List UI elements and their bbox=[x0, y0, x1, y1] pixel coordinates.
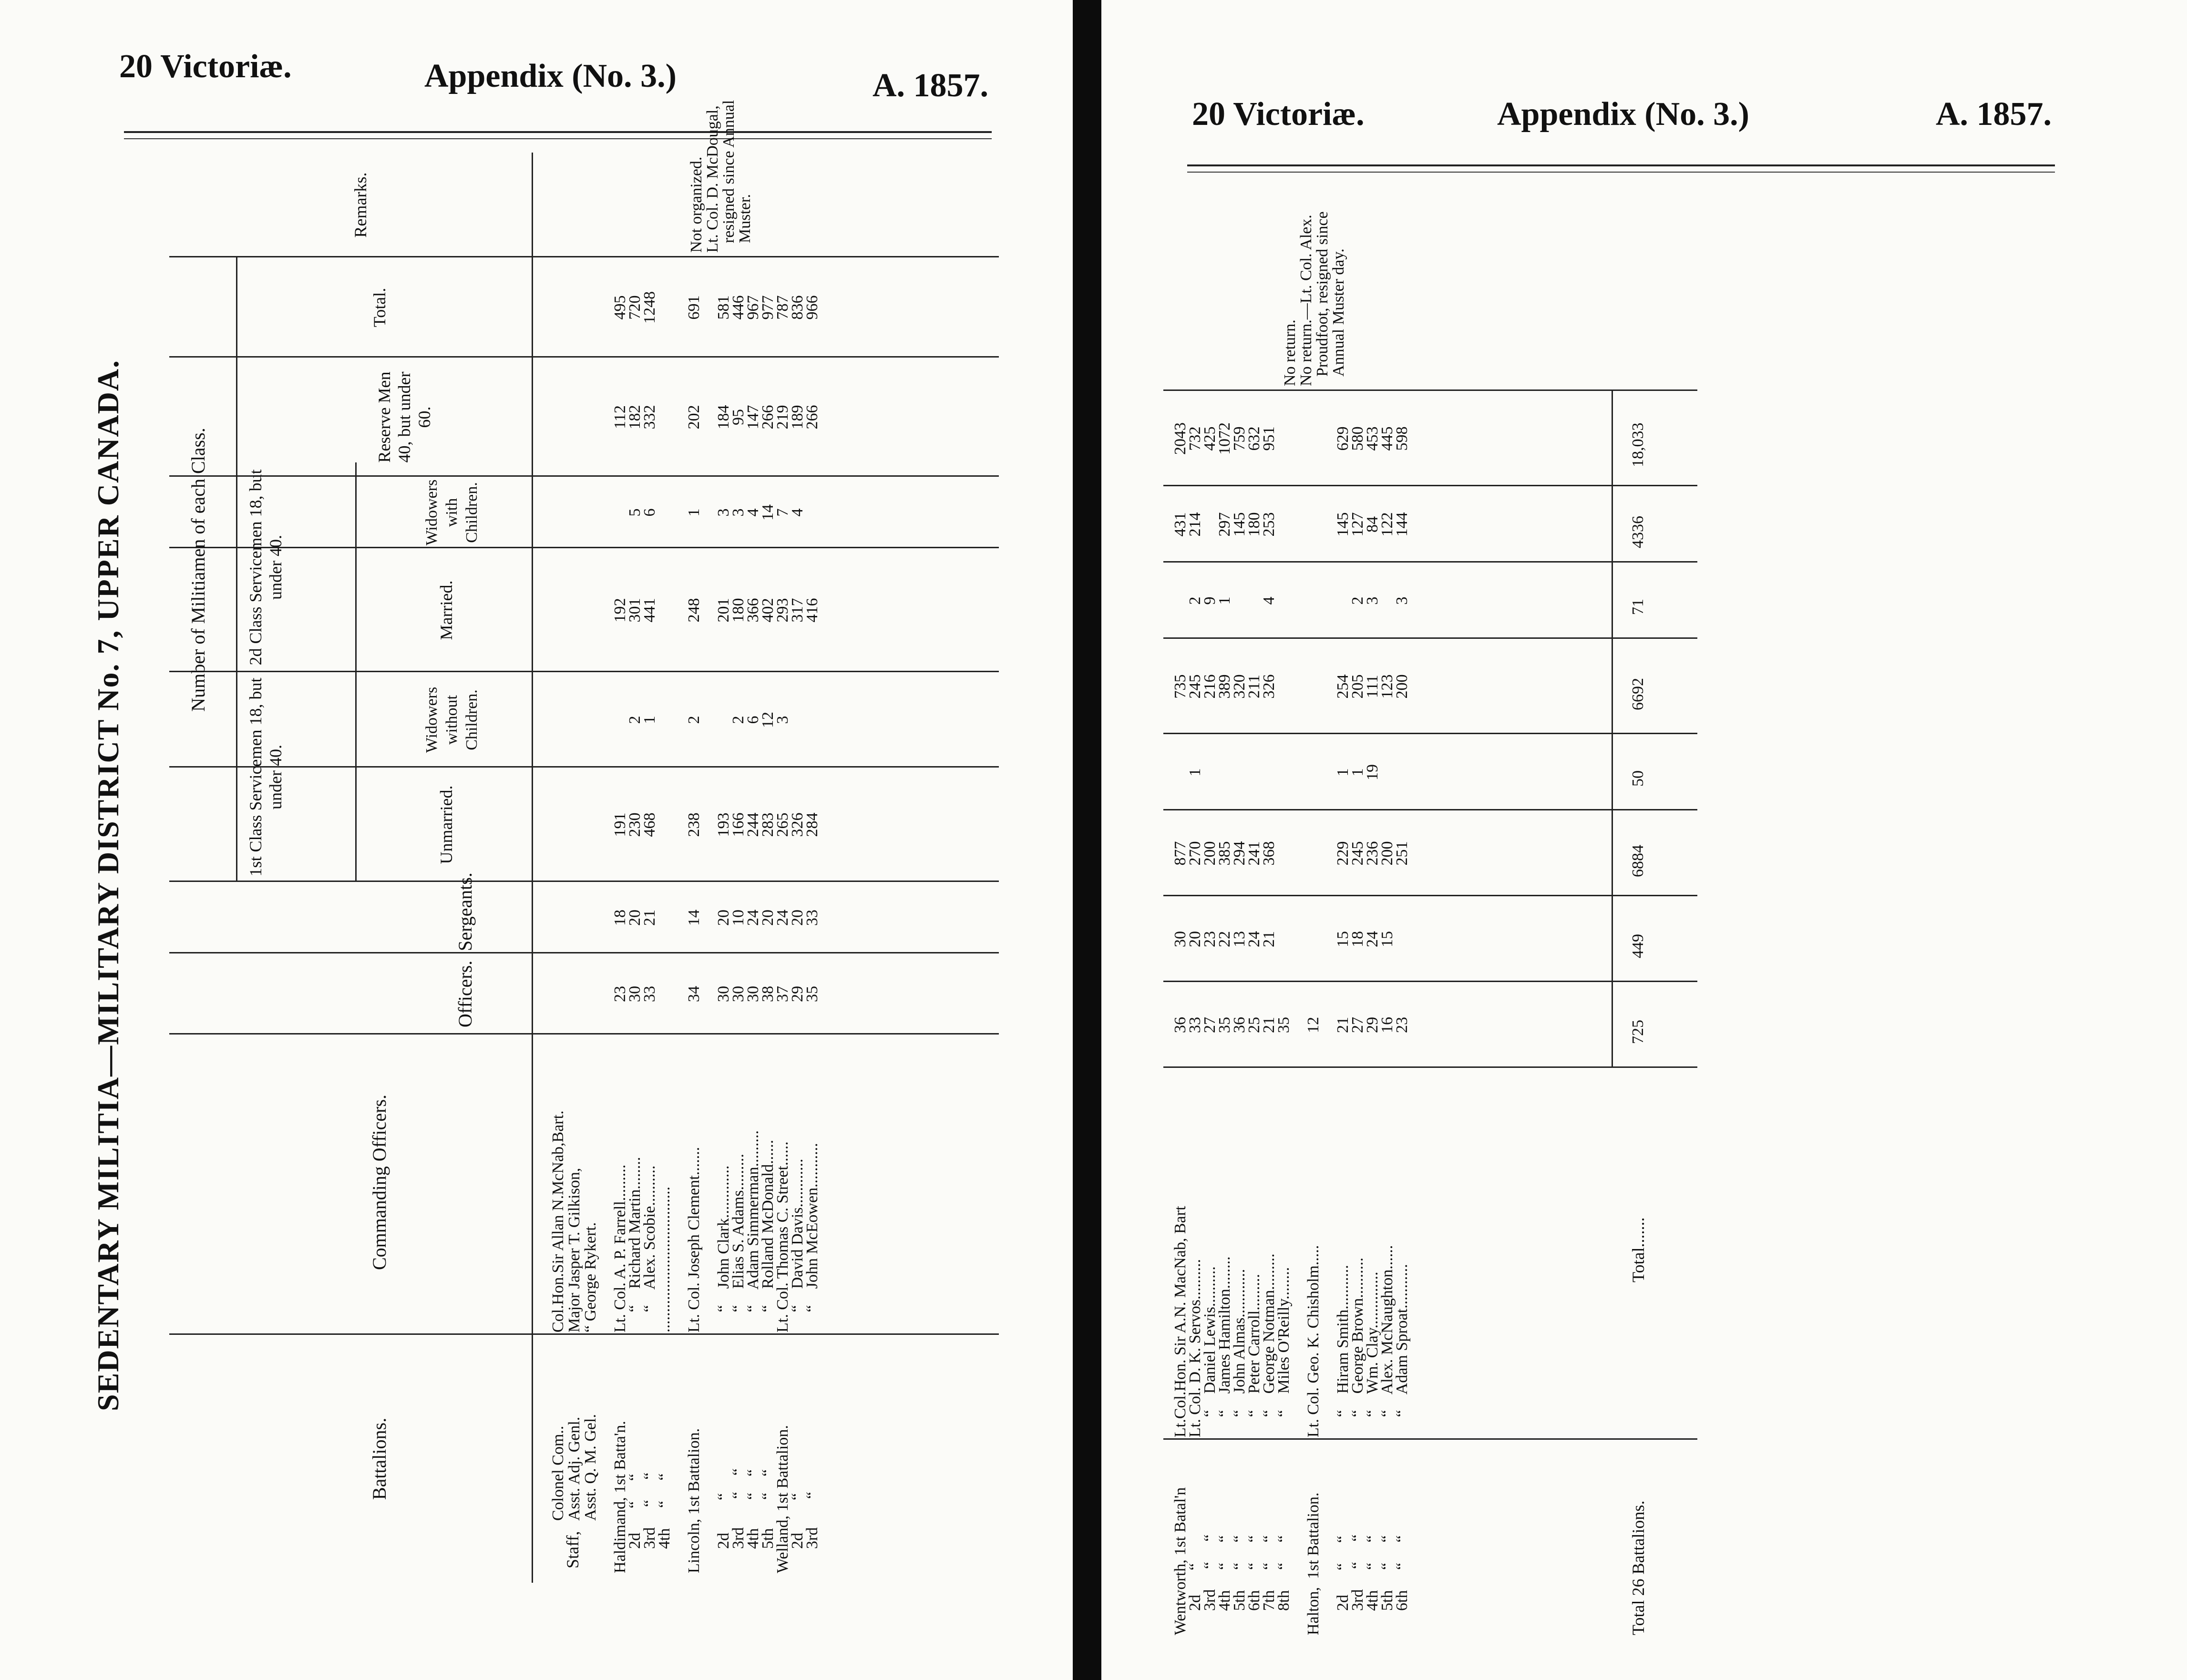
officers-values: 23 30 33 34 30 30 30 38 37 29 35 bbox=[611, 986, 821, 1002]
total-widowers-without: 50 bbox=[1629, 770, 1647, 787]
widowers-without-values-right: 1 1 1 19 bbox=[1186, 764, 1381, 780]
left-table bbox=[169, 100, 999, 1583]
page-gutter bbox=[1073, 0, 1101, 1680]
col-number-group-head: Number of Militiamen of each Class. bbox=[187, 428, 209, 712]
staff-battalion-1: Colonel Com.. bbox=[549, 1425, 567, 1521]
remark-no-return-4: Annual Muster day. bbox=[1330, 248, 1347, 377]
header-session-right: 20 Victoriæ. bbox=[1192, 96, 1365, 133]
header-session: 20 Victoriæ. bbox=[119, 48, 292, 85]
col-reserve-head: Reserve Men 40, but under 60. bbox=[375, 371, 434, 463]
unmarried-values-right: 877 270 200 385 294 241 368 229 245 236 200 251 bbox=[1171, 841, 1411, 866]
staff-label: Staff, bbox=[563, 1531, 582, 1568]
remark-no-return-2: No return.—Lt. Col. Alex. bbox=[1297, 215, 1315, 386]
total-values: 495 720 1248 691 581 446 967 977 787 836 966 bbox=[611, 291, 821, 324]
table-title-wrap bbox=[81, 296, 143, 1411]
col-unmarried-head: Unmarried. bbox=[437, 785, 456, 864]
commanding-officers-list-right: Lt.Col.Hon. Sir A.N. MacNab, Bart Lt. Col. D. K. Servos.......... “ Daniel Lewis.......... “ James Hamilton........ “ John Almas............ “ Peter Carroll......... “ George Notman......... “ Miles O'Reilly........ Lt. Col. Geo. K. Chisholm..... “ Hiram Smith........... “ George Brown.......... “ Wm. Clay.............. “ Alex. McNaughton...... “ Adam Sproat........... bbox=[1171, 1206, 1411, 1437]
battalions-list: Haldimand, 1st Batta'n. 2d “ “ 3rd “ “ 4th “ “ Lincoln, 1st Battalion. 2d “ 3rd “ “ 4th “ “ 5th “ “ Welland, 1st Battalion. 2d “ 3rd “ bbox=[611, 1421, 821, 1573]
remark-line-3: resigned since Annual bbox=[720, 100, 738, 243]
married-values: 192 301 441 248 201 180 366 402 293 317 416 bbox=[611, 598, 821, 623]
officers-values-right: 36 33 27 35 36 25 21 35 12 21 27 29 16 23 bbox=[1171, 1017, 1411, 1033]
sergeants-values-right: 30 20 23 22 13 24 21 15 18 24 15 bbox=[1171, 931, 1396, 947]
col-first-class-head: 1st Class Servicemen 18, but under 40. bbox=[246, 677, 285, 877]
total-sergeants: 449 bbox=[1629, 934, 1647, 958]
widowers-with-values: 5 6 1 3 3 4 14 7 4 bbox=[626, 504, 806, 521]
col-commanding-head: Commanding Officers. bbox=[369, 1094, 390, 1270]
remark-no-return: No return. bbox=[1281, 319, 1299, 386]
sergeants-values: 18 20 21 14 20 10 24 20 24 20 33 bbox=[611, 910, 821, 926]
col-second-class-head: 2d Class Servicemen 18, but under 40. bbox=[246, 469, 285, 666]
staff-officer-1: Col.Hon.Sir Allan N.McNab,Bart. bbox=[549, 1110, 567, 1332]
col-remarks-head: Remarks. bbox=[351, 172, 370, 238]
remark-not-organized: Not organized. bbox=[688, 156, 705, 253]
left-page bbox=[0, 0, 1073, 1680]
staff-officer-3: “ George Rykert. bbox=[582, 1222, 599, 1332]
col-married-head: Married. bbox=[437, 580, 456, 640]
total-word: Total....... bbox=[1629, 1217, 1648, 1282]
remark-line-4: Muster. bbox=[736, 194, 754, 243]
right-table bbox=[1163, 181, 1697, 1640]
col-officers-head: Officers. bbox=[454, 960, 476, 1028]
total-officers: 725 bbox=[1629, 1020, 1647, 1044]
total-unmarried: 6884 bbox=[1629, 845, 1647, 877]
widowers-with-values-right: 2 9 1 4 2 3 3 bbox=[1186, 596, 1411, 605]
right-page bbox=[1101, 0, 2187, 1680]
col-sergeants-head: Sergeants. bbox=[454, 872, 476, 951]
unmarried-values: 191 230 468 238 193 166 244 283 265 326 284 bbox=[611, 812, 821, 837]
col-widowers-without-head: Widowers without Children. bbox=[423, 686, 481, 753]
married-values-right: 735 245 216 389 320 211 326 254 205 111 123 200 bbox=[1171, 674, 1411, 699]
col-battalions-head: Battalions. bbox=[369, 1417, 390, 1500]
col-total-head: Total. bbox=[370, 287, 389, 328]
header-appendix: Appendix (No. 3.) bbox=[424, 58, 677, 94]
header-rule-thin bbox=[124, 138, 992, 139]
total-married: 6692 bbox=[1629, 678, 1647, 710]
total-reserve: 4336 bbox=[1629, 516, 1647, 548]
reserve-values-right: 431 214 297 145 180 253 145 127 84 122 144 bbox=[1171, 512, 1411, 537]
commanding-officers-list: Lt. Col. A. P. Farrell......... “ Richard Martin........ “ Alex. Scobie.......... .................................... Lt. Col. Joseph Clement....... “ John Clark............. “ Elias S. Adams......... “ Adam Simmerman......... “ Rolland McDonald...... Lt. Col. Thomas C. Street...... “ David Davis............ “ John McEowen........... bbox=[611, 1130, 821, 1332]
header-year: A. 1857. bbox=[873, 67, 989, 104]
col-widowers-with-head: Widowers with Children. bbox=[423, 479, 481, 546]
total-battalions-label: Total 26 Battalions. bbox=[1629, 1500, 1648, 1635]
reserve-values: 112 182 332 202 184 95 147 266 219 189 266 bbox=[611, 405, 821, 430]
staff-battalion-2: Asst. Adj. Genl. bbox=[565, 1416, 583, 1521]
remark-no-return-3: Proudfoot, resigned since bbox=[1314, 211, 1331, 377]
header-rule-thin-right bbox=[1187, 172, 2055, 173]
header-rule bbox=[124, 131, 992, 133]
total-values-right: 2043 732 425 1072 759 632 951 629 580 453 445 598 bbox=[1171, 422, 1411, 455]
left-table-grid bbox=[169, 153, 999, 1583]
table-title: SEDENTARY MILITIA—MILITARY DISTRICT No. 7, UPPER CANADA. bbox=[91, 359, 125, 1411]
staff-battalion-3: Asst. Q. M. Gel. bbox=[582, 1414, 599, 1521]
battalions-list-right: Wentworth, 1st Batal'n 2d “ 3rd “ “ 4th “ “ 5th “ “ 6th “ “ 7th “ “ 8th “ “ Halton, 1st Battalion. 2d “ “ 3rd “ “ 4th “ “ 5th “ “ 6th “ “ bbox=[1171, 1487, 1411, 1635]
total-widowers-with: 71 bbox=[1629, 599, 1647, 615]
staff-officer-2: Major Jasper T. Gilkison, bbox=[565, 1168, 583, 1332]
widowers-without-values: 2 1 2 2 6 12 3 bbox=[626, 712, 791, 728]
header-rule-right bbox=[1187, 164, 2055, 166]
header-year-right: A. 1857. bbox=[1936, 96, 2052, 133]
total-grand: 18,033 bbox=[1629, 422, 1647, 467]
header-appendix-right: Appendix (No. 3.) bbox=[1497, 96, 1749, 133]
remark-line-2: Lt. Col. D. McDougal, bbox=[704, 105, 721, 253]
